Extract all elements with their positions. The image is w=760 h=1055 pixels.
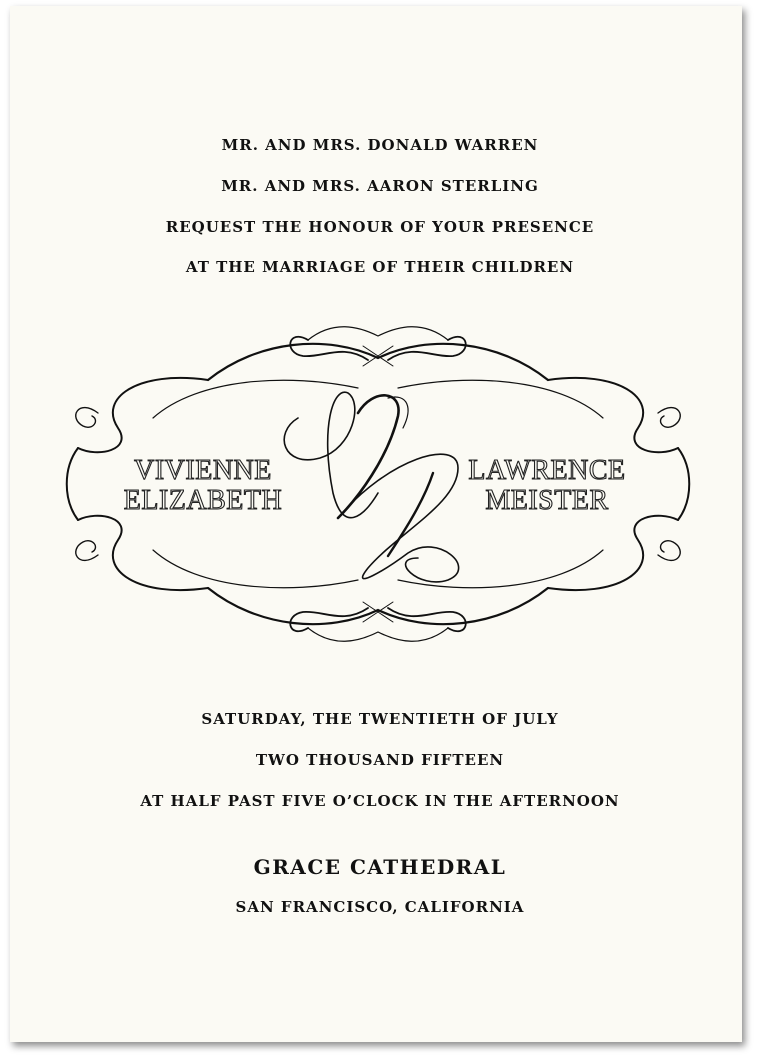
date-line: SATURDAY, THE TWENTIETH OF JULY [201,710,559,728]
groom-first-name: LAWRENCE [468,455,626,486]
monogram-crest [58,318,698,650]
groom-last-name: MEISTER [485,485,609,516]
venue-city: SAN FRANCISCO, CALIFORNIA [235,898,525,916]
request-line-1: REQUEST THE HONOUR OF YOUR PRESENCE [165,218,595,236]
venue-name: GRACE CATHEDRAL [253,855,507,879]
host-line-1: MR. AND MRS. DONALD WARREN [221,136,539,154]
year-line: TWO THOUSAND FIFTEEN [255,751,505,769]
groom-name [462,456,632,516]
bride-name [118,456,288,516]
time-line: AT HALF PAST FIVE O’CLOCK IN THE AFTERNOON [140,792,620,810]
host-line-2: MR. AND MRS. AARON STERLING [221,177,539,195]
request-line-2: AT THE MARRIAGE OF THEIR CHILDREN [185,258,575,276]
bride-middle-name: ELIZABETH [123,485,283,516]
bride-first-name: VIVIENNE [134,455,272,486]
